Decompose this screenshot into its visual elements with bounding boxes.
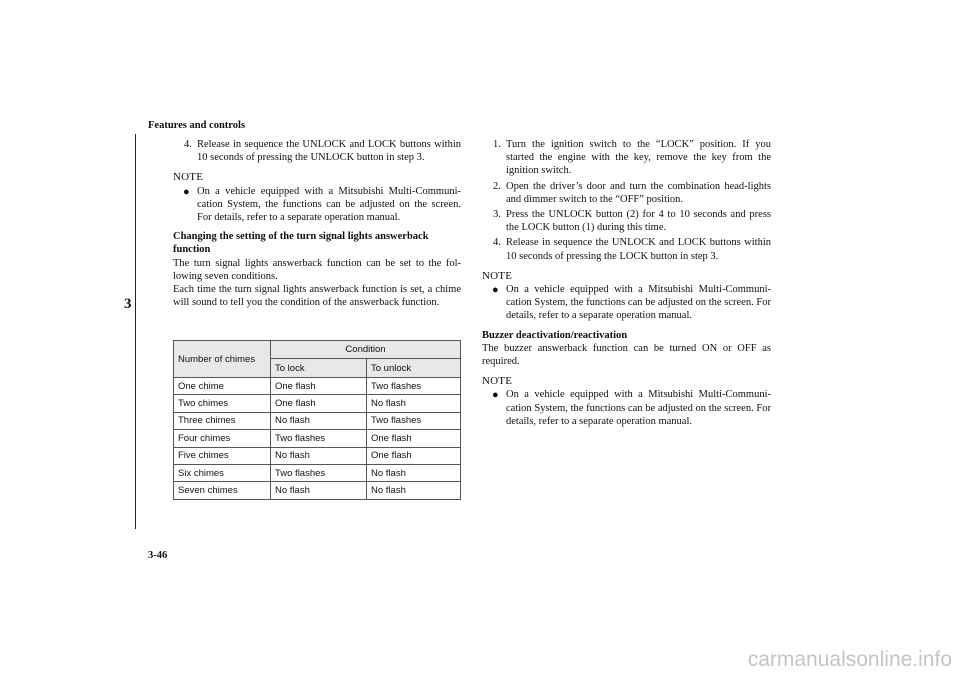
bullet-icon: ● bbox=[183, 185, 190, 198]
step-text: Release in sequence the UNLOCK and LOCK buttons within 10 seconds of pressing the LOCK button in step 3. bbox=[506, 237, 771, 262]
note-title: NOTE bbox=[173, 171, 204, 184]
section-heading: Buzzer deactivation/reactivation bbox=[482, 329, 628, 341]
table-cell: Five chimes bbox=[174, 447, 271, 464]
table-cell: One flash bbox=[367, 447, 461, 464]
table-row bbox=[174, 395, 461, 412]
table-row bbox=[174, 378, 461, 395]
note-text: On a vehicle equipped with a Mitsubishi Multi-Communi-cation System, the functions can be adjusted on the screen. For details, refer to a separate operation manual. bbox=[506, 389, 771, 427]
watermark: carmanualsonline.info bbox=[747, 648, 952, 671]
table-cell: Seven chimes bbox=[174, 482, 271, 499]
table-cell: One flash bbox=[271, 395, 367, 412]
note-item bbox=[482, 388, 771, 428]
table-cell: One flash bbox=[271, 378, 367, 395]
table-cell: No flash bbox=[271, 447, 367, 464]
step-text: Press the UNLOCK button (2) for 4 to 10 seconds and press the LOCK button (1) during this time. bbox=[506, 209, 771, 234]
header-unlock: To unlock bbox=[367, 359, 461, 378]
left-column bbox=[173, 138, 461, 309]
step-text: Release in sequence the UNLOCK and LOCK buttons within 10 seconds of pressing the UNLOCK button in step 3. bbox=[197, 139, 461, 164]
table-cell: Three chimes bbox=[174, 412, 271, 429]
table-row bbox=[174, 447, 461, 464]
table-cell: No flash bbox=[367, 464, 461, 481]
note-item bbox=[482, 283, 771, 323]
step-number: 1. bbox=[493, 139, 501, 150]
paragraph: The turn signal lights answerback function can be set to the fol-lowing seven conditions. bbox=[173, 257, 461, 282]
table-cell: Six chimes bbox=[174, 464, 271, 481]
table-cell: No flash bbox=[271, 482, 367, 499]
section-heading: Changing the setting of the turn signal lights answerback function bbox=[173, 231, 429, 256]
table-row bbox=[174, 482, 461, 499]
table-row bbox=[174, 412, 461, 429]
step-item bbox=[173, 138, 461, 164]
step-item bbox=[482, 180, 771, 206]
table-cell: Two chimes bbox=[174, 395, 271, 412]
table-cell: Two flashes bbox=[271, 430, 367, 447]
note-title: NOTE bbox=[482, 375, 513, 388]
chapter-tab: 3 bbox=[124, 296, 132, 312]
note-item bbox=[173, 185, 461, 225]
table-cell: One flash bbox=[367, 430, 461, 447]
table-cell: Two flashes bbox=[367, 378, 461, 395]
step-item bbox=[482, 208, 771, 234]
bullet-icon: ● bbox=[492, 389, 499, 402]
header-lock: To lock bbox=[271, 359, 367, 378]
table-cell: One chime bbox=[174, 378, 271, 395]
header-condition: Condition bbox=[271, 341, 461, 359]
bullet-icon: ● bbox=[492, 284, 499, 297]
table-cell: No flash bbox=[367, 395, 461, 412]
right-column bbox=[482, 138, 771, 434]
table-cell: No flash bbox=[271, 412, 367, 429]
table-cell: Two flashes bbox=[367, 412, 461, 429]
table-cell: Two flashes bbox=[271, 464, 367, 481]
table-cell: No flash bbox=[367, 482, 461, 499]
note-text: On a vehicle equipped with a Mitsubishi Multi-Communi-cation System, the functions can be adjusted on the screen. For details, refer to a separate operation manual. bbox=[506, 284, 771, 322]
table-header-row bbox=[174, 341, 461, 359]
step-item bbox=[482, 138, 771, 178]
section-header: Features and controls bbox=[148, 120, 246, 131]
step-text: Turn the ignition switch to the “LOCK” position. If you started the engine with the key, remove the key from the ignition switch. bbox=[506, 139, 771, 177]
chimes-table bbox=[173, 340, 461, 500]
table-row bbox=[174, 430, 461, 447]
header-chimes: Number of chimes bbox=[174, 341, 271, 378]
table-cell: Four chimes bbox=[174, 430, 271, 447]
step-number: 4. bbox=[184, 139, 192, 150]
note-title: NOTE bbox=[482, 269, 513, 282]
note-text: On a vehicle equipped with a Mitsubishi Multi-Communi-cation System, the functions can be adjusted on the screen. For details, refer to a separate operation manual. bbox=[197, 185, 461, 224]
paragraph: The buzzer answerback function can be turned ON or OFF as required. bbox=[482, 342, 771, 368]
step-number: 2. bbox=[493, 180, 501, 192]
step-item bbox=[482, 236, 771, 262]
step-text: Open the driver’s door and turn the combination head-lights and dimmer switch to the “OFF” position. bbox=[506, 180, 771, 205]
paragraph: Each time the turn signal lights answerback function is set, a chime will sound to tell you the condition of the answerback function. bbox=[173, 284, 461, 309]
step-number: 4. bbox=[493, 237, 501, 249]
table-row bbox=[174, 464, 461, 481]
page-number: 3-46 bbox=[148, 550, 168, 561]
chapter-rule bbox=[135, 134, 136, 529]
step-number: 3. bbox=[493, 209, 501, 221]
